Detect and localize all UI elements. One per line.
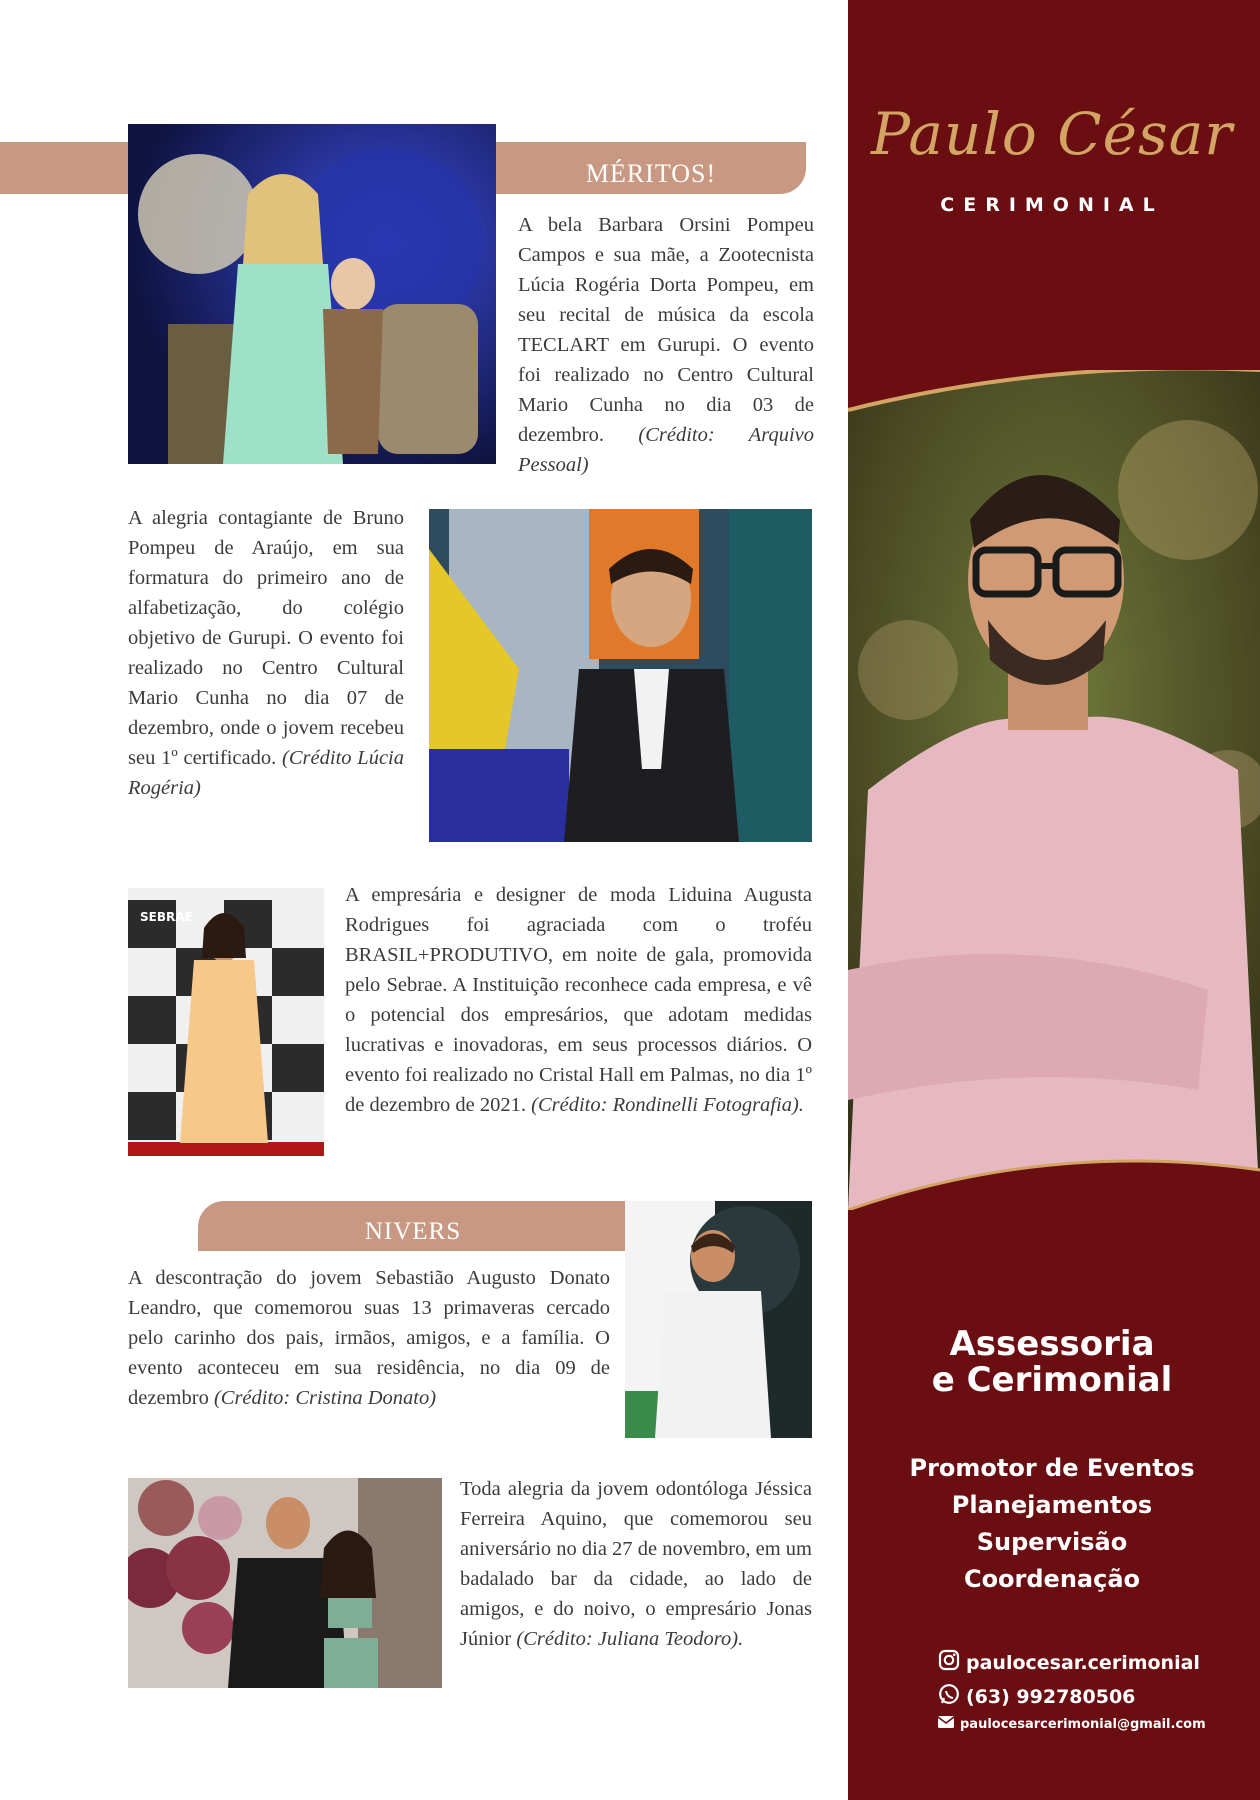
photo-couple-party <box>128 1478 442 1688</box>
service-item: Planejamentos <box>951 1491 1153 1519</box>
jessica-text: Toda alegria da jovem odontóloga Jéssica Ferreira Aquino, que comemorou seu aniversário no dia 27 de novembro, em um badalado bar da cidade, ao lado de amigos, e do noivo, o empresário Jonas Júnior <box>460 1478 812 1650</box>
photo-recital <box>128 124 496 464</box>
bruno-credit: (Crédito Lúcia Rogéria) <box>128 747 404 799</box>
bruno-caption <box>128 503 404 803</box>
assessoria-line1: Assessoria <box>949 1324 1155 1364</box>
accent-bar-left <box>0 142 130 194</box>
meritos-heading: MÉRITOS! <box>496 142 806 194</box>
logo-subtitle: CERIMONIAL <box>940 194 1164 216</box>
service-item: Coordenação <box>963 1565 1141 1593</box>
logo-name: Paulo César <box>870 100 1234 168</box>
email-address: paulocesarcerimonial@gmail.com <box>960 1716 1206 1732</box>
photo-paulo-cesar <box>848 370 1260 1210</box>
meritos-caption <box>518 210 814 480</box>
email-icon <box>938 1716 954 1732</box>
meritos-credit: (Crédito: Arquivo Pessoal) <box>518 424 814 476</box>
photo-sebrae <box>128 888 324 1156</box>
nivers-caption <box>128 1263 610 1413</box>
whatsapp-icon <box>938 1683 960 1710</box>
assessoria-line2: e Cerimonial <box>931 1360 1173 1400</box>
liduina-caption <box>345 880 812 1120</box>
service-item: Promotor de Eventos <box>909 1454 1195 1482</box>
jessica-caption <box>460 1474 812 1654</box>
photo-birthday-boy <box>625 1201 812 1438</box>
sebrae-backdrop-label: SEBRAE <box>140 910 193 924</box>
nivers-heading: NIVERS <box>198 1201 628 1251</box>
liduina-credit: (Crédito: Rondinelli Fotografia). <box>531 1094 804 1116</box>
liduina-text: A empresária e designer de moda Liduina Augusta Rodrigues foi agraciada com o troféu BRASIL+PRODUTIVO, em noite de gala, promovida pelo Sebrae. A Instituição reconhece cada empresa, e vê o potencial dos empresários, que adotam medidas lucrativas e inovadoras, em seus processos diários. O evento foi realizado no Cristal Hall em Palmas, no dia 1º de dezembro de 2021. <box>345 884 812 1116</box>
instagram-handle: paulocesar.cerimonial <box>966 1651 1200 1674</box>
phone-number: (63) 992780506 <box>966 1685 1136 1708</box>
assessoria-title <box>862 1326 1242 1398</box>
email-contact[interactable] <box>938 1716 1206 1732</box>
jessica-credit: (Crédito: Juliana Teodoro). <box>516 1628 744 1650</box>
service-item: Supervisão <box>976 1528 1128 1556</box>
meritos-text: A bela Barbara Orsini Pompeu Campos e sua mãe, a Zootecnista Lúcia Rogéria Dorta Pompeu, em seu recital de música da escola TECLART em Gurupi. O evento foi realizado no Centro Cultural Mario Cunha no dia 03 de dezembro. <box>518 214 814 446</box>
bruno-text: A alegria contagiante de Bruno Pompeu de Araújo, em sua formatura do primeiro ano de alfabetização, do colégio objetivo de Gurupi. O evento foi realizado no Centro Cultural Mario Cunha no dia 07 de dezembro, onde o jovem recebeu seu 1º certificado. <box>128 507 404 769</box>
photo-graduation <box>429 509 812 842</box>
phone-contact[interactable] <box>938 1683 1135 1710</box>
instagram-contact[interactable] <box>938 1649 1200 1676</box>
nivers-credit: (Crédito: Cristina Donato) <box>213 1387 437 1409</box>
services-list <box>862 1450 1242 1598</box>
nivers-text: A descontração do jovem Sebastião Augusto Donato Leandro, que comemorou suas 13 primaveras cercado pelo carinho dos pais, irmãos, amigos, e a família. O evento aconteceu em sua residência, no dia 09 de dezembro <box>128 1267 610 1409</box>
instagram-icon <box>938 1649 960 1676</box>
